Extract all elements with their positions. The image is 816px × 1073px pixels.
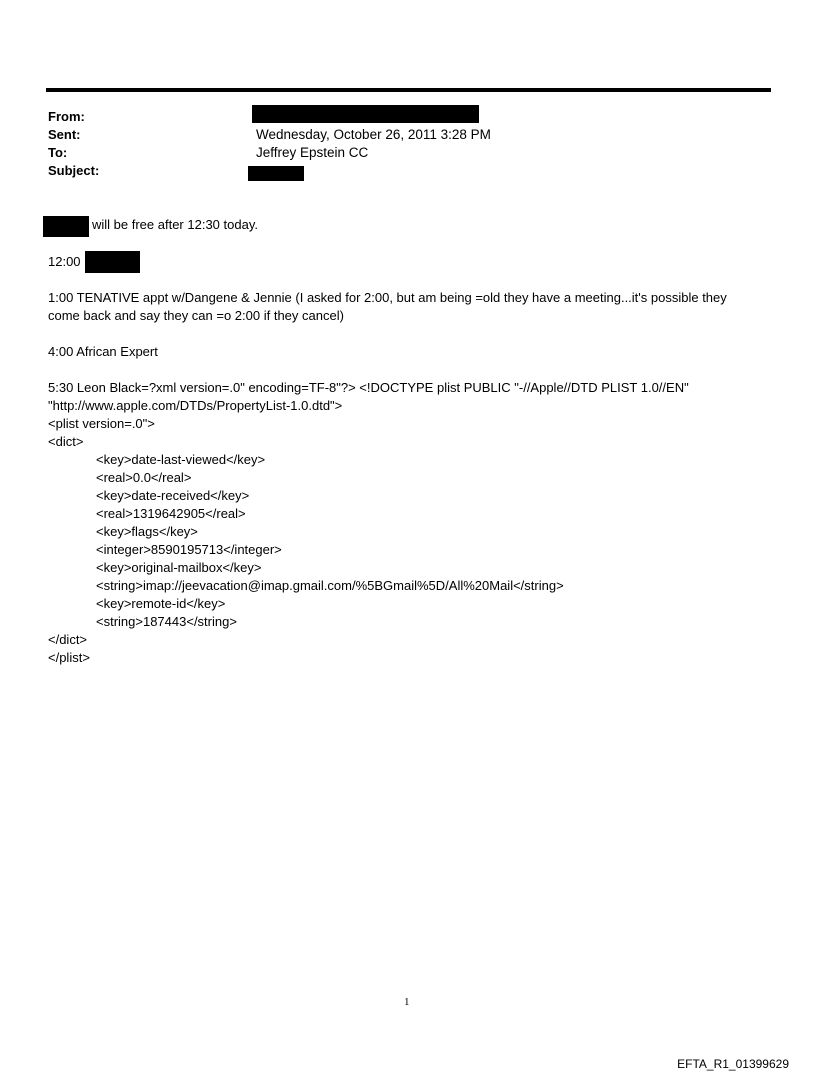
noon-line: 12:00 xyxy=(48,254,81,269)
xml-line: <key>date-last-viewed</key> xyxy=(96,452,266,467)
bates-number: EFTA_R1_01399629 xyxy=(677,1057,789,1071)
sent-label: Sent: xyxy=(48,127,81,142)
xml-line: <string>187443</string> xyxy=(96,614,237,629)
xml-line: <key>date-received</key> xyxy=(96,488,250,503)
xml-line: <key>remote-id</key> xyxy=(96,596,226,611)
xml-line: 5:30 Leon Black=?xml version=.0" encoding=TF-8"?> <!DOCTYPE plist PUBLIC "-//Apple//DTD PLIST 1.0//EN" xyxy=(48,380,689,395)
name-redaction xyxy=(43,216,89,237)
xml-line: </dict> xyxy=(48,632,88,647)
to-value: Jeffrey Epstein CC xyxy=(256,145,369,160)
xml-line: <plist version=.0"> xyxy=(48,416,155,431)
xml-line: </plist> xyxy=(48,650,90,665)
xml-line: <real>1319642905</real> xyxy=(96,506,246,521)
one-oclock-line: 1:00 TENATIVE appt w/Dangene & Jennie (I asked for 2:00, but am being =old they have a meeting...it's possible they xyxy=(48,290,727,305)
xml-line: "http://www.apple.com/DTDs/PropertyList-1.0.dtd"> xyxy=(48,398,343,413)
noon-redaction xyxy=(85,251,140,273)
one-oclock-line-cont: come back and say they can =o 2:00 if they cancel) xyxy=(48,308,344,323)
xml-line: <dict> xyxy=(48,434,84,449)
to-label: To: xyxy=(48,145,68,160)
xml-line: <string>imap://jeevacation@imap.gmail.com/%5BGmail%5D/All%20Mail</string> xyxy=(96,578,564,593)
four-oclock-line: 4:00 African Expert xyxy=(48,344,158,359)
xml-line: <integer>8590195713</integer> xyxy=(96,542,282,557)
page-number: 1 xyxy=(404,996,410,1008)
xml-line: <key>original-mailbox</key> xyxy=(96,560,262,575)
xml-line: <real>0.0</real> xyxy=(96,470,192,485)
free-line: will be free after 12:30 today. xyxy=(92,217,258,232)
from-redaction xyxy=(252,105,479,123)
from-label: From: xyxy=(48,109,85,124)
xml-line: <key>flags</key> xyxy=(96,524,198,539)
sent-value: Wednesday, October 26, 2011 3:28 PM xyxy=(256,127,491,142)
subject-redaction xyxy=(248,166,304,181)
subject-label: Subject: xyxy=(48,163,100,178)
header-rule xyxy=(46,88,771,92)
